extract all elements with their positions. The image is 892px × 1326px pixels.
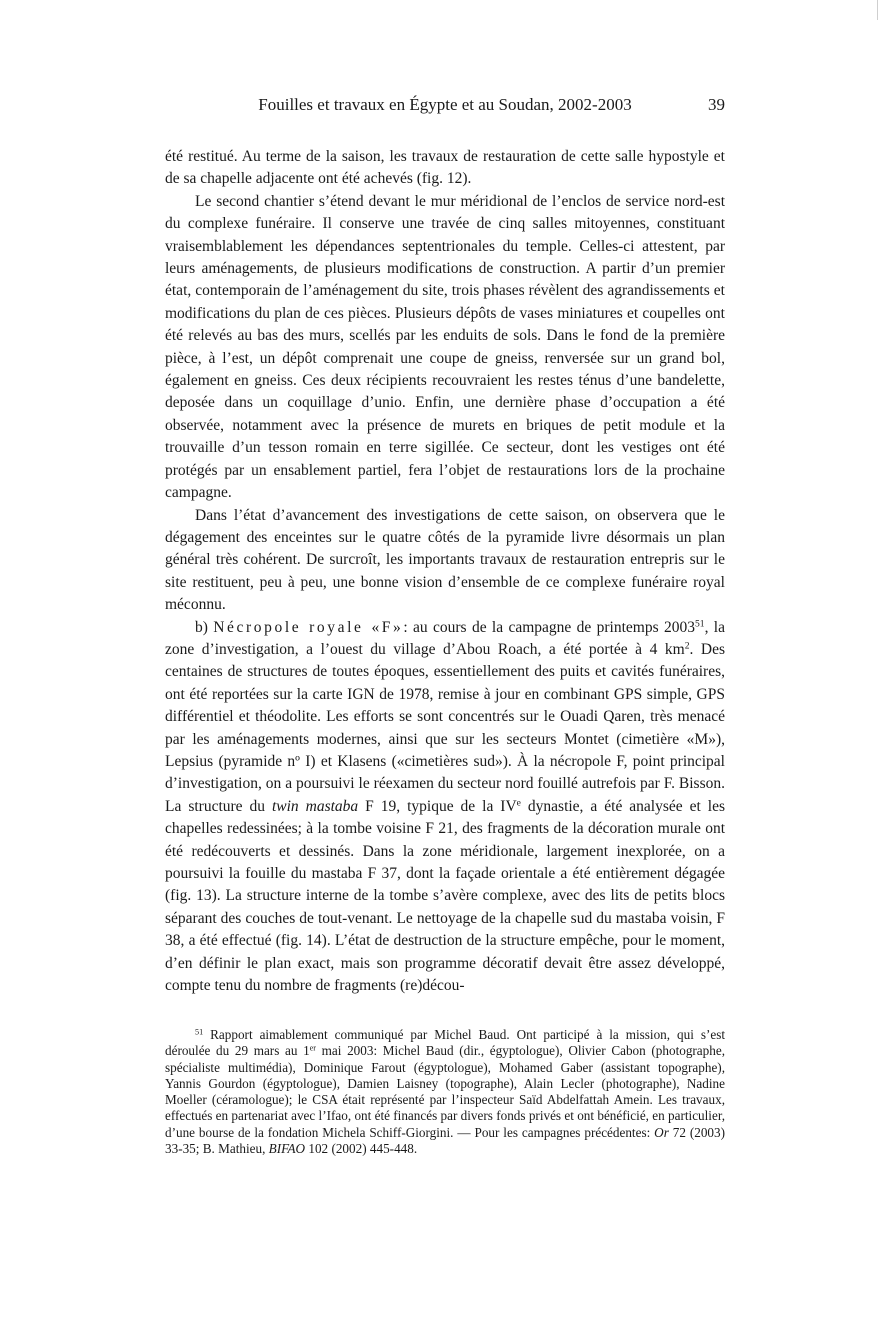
footnote-text-d: 102 (2002) 445-448.: [305, 1141, 418, 1157]
section-label: Nécropole royale «F»: [213, 618, 404, 636]
paragraph-4-text-c: . Des centaines de structures de toutes époques, essentiellement des puits et cavités funéraires, ont été reportées sur la carte IGN de 1978, remise à jour en combinant GPS simple, GPS différentiel et théodolite. Les efforts se sont concentrés sur le Ouadi Qaren, très menacé par les aménagements modernes, ainsi que sur les secteurs Montet (cimetière «M»), Lepsius (pyramide nº I) et Klasens («cimetières sud»). À la nécropole F, point principal d’investigation, on a poursuivi le réexamen du secteur nord fouillé autrefois par F. Bisson. La structure du: [165, 640, 725, 815]
paragraph-4: [165, 617, 725, 998]
km-superscript: 2: [684, 640, 690, 652]
page-number: 39: [708, 95, 725, 114]
section-label-prefix: b): [195, 618, 214, 636]
journal-bifao: BIFAO: [268, 1141, 306, 1157]
paragraph-4-text-b: , la zone d’investigation, a l’ouest du village d’Abou Roach, a été portée à 4 km: [165, 618, 725, 658]
footnote-text-c: 72 (2003) 33-35; B. Mathieu,: [165, 1124, 725, 1157]
footnote: [165, 1027, 725, 1157]
italic-term-twin-mastaba: twin mastaba: [271, 797, 359, 815]
paragraph-4-text-d: F 19, typique de la IV: [358, 797, 517, 815]
body-text: [165, 146, 725, 997]
paragraph-4-text-a: : au cours de la campagne de printemps 2003: [403, 618, 695, 636]
paragraph-2: Le second chantier s’étend devant le mur méridional de l’enclos de service nord-est du complexe funéraire. Il conserve une travée de cinq salles mitoyennes, constituant vraisemblablement les dépendances septentrionales du temple. Celles-ci attestent, par leurs aménagements, de plusieurs modifications de construction. A partir d’un premier état, contemporain de l’aménagement du site, trois phases révèlent des agrandissements et modifications du plan de ces pièces. Plusieurs dépôts de vases miniatures et coupelles ont été relevés au bas des murs, scellés par les enduits de sols. Dans le fond de la première pièce, à l’est, un dépôt comprenait une coupe de gneiss, renversée sur un grand bol, également en gneiss. Ces deux récipients recouvraient les restes ténus d’une bandelette, deposée dans un coquillage d’unio. Enfin, une dernière phase d’occupation a été observée, notamment avec la présence de murets en briques de petit module et la trouvaille d’un tesson romain en terre sigillée. Ce secteur, dont les vestiges ont été protégés par un ensablement partiel, fera l’objet de restaurations lors de la prochaine campagne.: [165, 192, 725, 502]
footnote-er-superscript: er: [309, 1043, 317, 1053]
dynasty-superscript: e: [516, 797, 521, 809]
paragraph-3: Dans l’état d’avancement des investigations de cette saison, on observera que le dégagement des enceintes sur le quatre côtés de la pyramide livre désormais un plan général très cohérent. De surcroît, les importants travaux de restauration entrepris sur le site restituent, peu à peu, une bonne vision d’ensemble de ce complexe funéraire royal méconnu.: [165, 506, 725, 614]
footnote-text-b: mai 2003: Michel Baud (dir., égyptologue), Olivier Cabon (photographe, spécialiste multimédia), Dominique Farout (égyptologue), Mohamed Gaber (assistant topographe), Yannis Gourdon (égyptologue), Damien Laisney (topographe), Alain Lecler (photographe), Nadine Moeller (céramologue); le CSA était représenté par l’inspecteur Saïd Abdelfattah Amein. Les travaux, effectués en partenariat avec l’Ifao, ont été financés par divers fonds privés et ont bénéficié, en particulier, d’une bourse de la fondation Michela Schiff-Giorgini. — Pour les campagnes précédentes:: [165, 1043, 725, 1140]
running-head: [165, 92, 725, 118]
footnote-51: [165, 1027, 725, 1157]
footnote-number: 51: [195, 1027, 204, 1037]
paragraph-1: été restitué. Au terme de la saison, les travaux de restauration de cette salle hypostyle et de sa chapelle adjacente ont été achevés (fig. 12).: [165, 148, 725, 188]
paragraph-4-text-e: dynastie, a été analysée et les chapelles redessinées; à la tombe voisine F 21, des fragments de la décoration murale ont été redécouverts et dessinés. Dans la zone méridionale, largement inexplorée, on a poursuivi la fouille du mastaba F 37, dont la façade orientale a été entièrement dégagée (fig. 13). La structure interne de la tombe s’avère complexe, avec des lits de petits blocs séparant des couches de tout-venant. Le nettoyage de la chapelle sud du mastaba voisin, F 38, a été effectué (fig. 14). L’état de destruction de la structure empêche, pour le moment, d’en définir le plan exact, mais son programme décoratif devait être assez développé, compte tenu du nombre de fragments (re)décou-: [165, 797, 725, 995]
footnote-text-a: Rapport aimablement communiqué par Michel Baud. Ont participé à la mission, qui s’est déroulée du 29 mars au 1: [165, 1027, 725, 1059]
journal-or: Or: [654, 1124, 669, 1140]
footnote-reference[interactable]: 51: [694, 618, 705, 630]
scan-edge-mark: [877, 0, 878, 20]
running-title: Fouilles et travaux en Égypte et au Soudan, 2002-2003: [258, 95, 632, 114]
